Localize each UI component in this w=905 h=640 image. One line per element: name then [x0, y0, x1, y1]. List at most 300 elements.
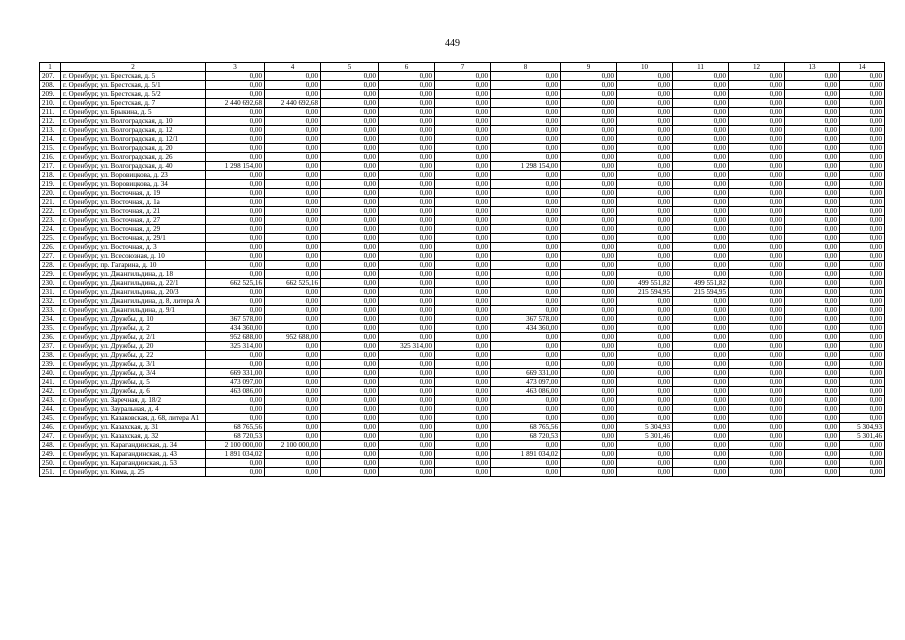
- row-value: 0,00: [617, 369, 673, 378]
- row-address: г. Оренбург, ул. Джангильдина, д. 20/3: [61, 288, 206, 297]
- row-value: 0,00: [379, 414, 435, 423]
- row-value: 0,00: [435, 450, 491, 459]
- row-value: 0,00: [785, 252, 840, 261]
- row-value: 0,00: [379, 288, 435, 297]
- column-header: 4: [265, 63, 321, 72]
- row-value: 0,00: [785, 459, 840, 468]
- row-value: 0,00: [379, 396, 435, 405]
- row-value: 0,00: [265, 369, 321, 378]
- row-value: 0,00: [379, 252, 435, 261]
- row-value: 0,00: [561, 180, 617, 189]
- row-value: 0,00: [729, 72, 785, 81]
- row-value: 0,00: [206, 126, 265, 135]
- row-value: 0,00: [561, 441, 617, 450]
- row-value: 0,00: [840, 378, 885, 387]
- row-value: 0,00: [561, 450, 617, 459]
- row-address: г. Оренбург, ул. Брыкина, д. 5: [61, 108, 206, 117]
- row-address: г. Оренбург, ул. Восточная, д. 1а: [61, 198, 206, 207]
- row-value: 0,00: [265, 189, 321, 198]
- row-value: 0,00: [321, 405, 379, 414]
- row-value: 0,00: [561, 315, 617, 324]
- table-row: [40, 216, 885, 225]
- row-value: 0,00: [785, 378, 840, 387]
- table-row: [40, 378, 885, 387]
- row-value: 0,00: [379, 180, 435, 189]
- row-value: 0,00: [617, 315, 673, 324]
- row-value: 5 304,93: [840, 423, 885, 432]
- table-row: [40, 243, 885, 252]
- row-value: 0,00: [785, 108, 840, 117]
- row-number: 213.: [40, 126, 61, 135]
- row-value: 0,00: [206, 108, 265, 117]
- row-value: 0,00: [673, 234, 729, 243]
- row-value: 0,00: [321, 288, 379, 297]
- row-value: 0,00: [321, 333, 379, 342]
- row-address: г. Оренбург, ул. Казаковская, д. 68, литера А1: [61, 414, 206, 423]
- row-value: 0,00: [840, 234, 885, 243]
- row-value: 0,00: [435, 198, 491, 207]
- row-value: 0,00: [491, 234, 561, 243]
- row-value: 0,00: [673, 99, 729, 108]
- row-value: 0,00: [673, 351, 729, 360]
- row-value: 0,00: [265, 342, 321, 351]
- row-value: 0,00: [617, 216, 673, 225]
- row-value: 0,00: [379, 153, 435, 162]
- row-value: 0,00: [561, 324, 617, 333]
- row-value: 0,00: [491, 279, 561, 288]
- table-row: [40, 306, 885, 315]
- row-value: 0,00: [321, 225, 379, 234]
- row-value: 0,00: [265, 432, 321, 441]
- row-value: 0,00: [491, 297, 561, 306]
- row-value: 0,00: [729, 459, 785, 468]
- row-value: 0,00: [321, 270, 379, 279]
- row-value: 0,00: [435, 414, 491, 423]
- row-value: 0,00: [673, 108, 729, 117]
- row-value: 0,00: [673, 252, 729, 261]
- table-row: [40, 261, 885, 270]
- row-number: 227.: [40, 252, 61, 261]
- row-value: 0,00: [840, 414, 885, 423]
- row-value: 0,00: [321, 369, 379, 378]
- row-value: 0,00: [729, 261, 785, 270]
- row-number: 250.: [40, 459, 61, 468]
- row-value: 0,00: [435, 432, 491, 441]
- row-value: 0,00: [840, 405, 885, 414]
- row-value: 0,00: [840, 279, 885, 288]
- table-row: [40, 360, 885, 369]
- row-value: 0,00: [673, 171, 729, 180]
- row-number: 220.: [40, 189, 61, 198]
- row-value: 0,00: [435, 315, 491, 324]
- row-value: 0,00: [561, 135, 617, 144]
- row-value: 0,00: [491, 171, 561, 180]
- row-value: 0,00: [561, 108, 617, 117]
- row-address: г. Оренбург, ул. Джангильдина, д. 9/1: [61, 306, 206, 315]
- row-value: 0,00: [435, 144, 491, 153]
- row-value: 2 100 000,00: [265, 441, 321, 450]
- row-value: 0,00: [785, 234, 840, 243]
- column-header: 12: [729, 63, 785, 72]
- row-value: 0,00: [435, 189, 491, 198]
- row-value: 0,00: [617, 180, 673, 189]
- row-value: 0,00: [491, 459, 561, 468]
- row-value: 0,00: [561, 198, 617, 207]
- row-value: 0,00: [673, 153, 729, 162]
- row-value: 0,00: [785, 288, 840, 297]
- row-value: 0,00: [561, 144, 617, 153]
- row-address: г. Оренбург, ул. Брестская, д. 5: [61, 72, 206, 81]
- row-address: г. Оренбург, ул. Дружбы, д. 2: [61, 324, 206, 333]
- row-value: 0,00: [379, 261, 435, 270]
- row-value: 0,00: [729, 468, 785, 477]
- row-value: 0,00: [729, 333, 785, 342]
- row-value: 0,00: [785, 405, 840, 414]
- column-header: 11: [673, 63, 729, 72]
- row-value: 0,00: [729, 81, 785, 90]
- row-value: 0,00: [617, 270, 673, 279]
- row-number: 240.: [40, 369, 61, 378]
- row-value: 0,00: [379, 423, 435, 432]
- row-value: 0,00: [729, 342, 785, 351]
- row-number: 235.: [40, 324, 61, 333]
- row-value: 0,00: [265, 243, 321, 252]
- row-value: 0,00: [785, 135, 840, 144]
- row-value: 0,00: [206, 117, 265, 126]
- row-value: 0,00: [321, 387, 379, 396]
- row-value: 0,00: [617, 189, 673, 198]
- row-value: 0,00: [379, 369, 435, 378]
- row-value: 473 097,00: [491, 378, 561, 387]
- row-value: 0,00: [206, 81, 265, 90]
- row-value: 0,00: [206, 396, 265, 405]
- row-number: 229.: [40, 270, 61, 279]
- row-value: 0,00: [435, 234, 491, 243]
- row-value: 0,00: [840, 153, 885, 162]
- row-number: 241.: [40, 378, 61, 387]
- row-value: 0,00: [785, 441, 840, 450]
- row-value: 0,00: [265, 126, 321, 135]
- row-number: 237.: [40, 342, 61, 351]
- row-value: 0,00: [561, 162, 617, 171]
- row-value: 0,00: [729, 414, 785, 423]
- row-value: 0,00: [265, 90, 321, 99]
- row-value: 0,00: [785, 81, 840, 90]
- row-value: 0,00: [379, 126, 435, 135]
- row-value: 0,00: [435, 405, 491, 414]
- row-value: 0,00: [435, 180, 491, 189]
- table-row: [40, 423, 885, 432]
- row-value: 0,00: [785, 90, 840, 99]
- row-value: 0,00: [673, 468, 729, 477]
- row-value: 0,00: [673, 216, 729, 225]
- row-value: 0,00: [265, 423, 321, 432]
- row-value: 0,00: [321, 108, 379, 117]
- row-value: 0,00: [321, 144, 379, 153]
- row-value: 463 086,00: [206, 387, 265, 396]
- row-value: 0,00: [321, 135, 379, 144]
- row-value: 0,00: [561, 126, 617, 135]
- row-value: 68 720,53: [206, 432, 265, 441]
- row-value: 0,00: [379, 450, 435, 459]
- row-value: 0,00: [785, 360, 840, 369]
- row-value: 0,00: [265, 459, 321, 468]
- row-value: 0,00: [435, 99, 491, 108]
- row-value: 0,00: [673, 342, 729, 351]
- table-row: [40, 144, 885, 153]
- row-value: 0,00: [617, 387, 673, 396]
- row-value: 0,00: [435, 153, 491, 162]
- table-row: [40, 369, 885, 378]
- table-row: [40, 225, 885, 234]
- row-value: 0,00: [491, 144, 561, 153]
- row-address: г. Оренбург, ул. Дружбы, д. 2/1: [61, 333, 206, 342]
- row-value: 0,00: [785, 198, 840, 207]
- row-value: 1 891 034,02: [206, 450, 265, 459]
- row-value: 5 301,46: [617, 432, 673, 441]
- row-number: 246.: [40, 423, 61, 432]
- row-value: 0,00: [617, 360, 673, 369]
- row-value: 0,00: [617, 333, 673, 342]
- row-value: 0,00: [265, 207, 321, 216]
- row-value: 0,00: [491, 396, 561, 405]
- table-row: [40, 459, 885, 468]
- row-value: 0,00: [491, 252, 561, 261]
- row-address: г. Оренбург, ул. Дружбы, д. 10: [61, 315, 206, 324]
- row-address: г. Оренбург, ул. Волгоградская, д. 26: [61, 153, 206, 162]
- row-value: 0,00: [491, 189, 561, 198]
- row-value: 0,00: [673, 396, 729, 405]
- table-row: [40, 90, 885, 99]
- row-value: 499 551,82: [673, 279, 729, 288]
- table-header: [40, 63, 885, 72]
- row-value: 0,00: [265, 153, 321, 162]
- row-address: г. Оренбург, ул. Волгоградская, д. 20: [61, 144, 206, 153]
- row-value: 0,00: [785, 162, 840, 171]
- row-value: 0,00: [729, 207, 785, 216]
- row-address: г. Оренбург, ул. Волгоградская, д. 40: [61, 162, 206, 171]
- row-value: 0,00: [206, 360, 265, 369]
- row-value: 0,00: [321, 432, 379, 441]
- row-value: 0,00: [617, 342, 673, 351]
- row-value: 0,00: [840, 99, 885, 108]
- column-header: 3: [206, 63, 265, 72]
- row-value: 0,00: [673, 135, 729, 144]
- row-value: 0,00: [840, 333, 885, 342]
- row-value: 0,00: [561, 234, 617, 243]
- row-value: 0,00: [265, 288, 321, 297]
- row-value: 0,00: [617, 135, 673, 144]
- row-number: 248.: [40, 441, 61, 450]
- row-value: 0,00: [785, 99, 840, 108]
- row-value: 434 360,00: [491, 324, 561, 333]
- row-address: г. Оренбург, ул. Джангильдина, д. 22/1: [61, 279, 206, 288]
- column-header: 5: [321, 63, 379, 72]
- row-value: 0,00: [729, 252, 785, 261]
- row-value: 0,00: [785, 297, 840, 306]
- row-value: 0,00: [617, 378, 673, 387]
- row-value: 0,00: [785, 171, 840, 180]
- row-value: 0,00: [673, 333, 729, 342]
- table-row: [40, 333, 885, 342]
- row-value: 68 765,56: [206, 423, 265, 432]
- row-value: 0,00: [673, 432, 729, 441]
- row-value: 0,00: [321, 81, 379, 90]
- row-value: 0,00: [206, 306, 265, 315]
- row-value: 0,00: [321, 243, 379, 252]
- table-row: [40, 342, 885, 351]
- row-value: 0,00: [265, 261, 321, 270]
- row-value: 0,00: [840, 450, 885, 459]
- row-value: 0,00: [561, 342, 617, 351]
- row-value: 0,00: [561, 207, 617, 216]
- row-value: 0,00: [785, 306, 840, 315]
- row-value: 0,00: [729, 423, 785, 432]
- row-value: 0,00: [840, 387, 885, 396]
- row-value: 0,00: [785, 414, 840, 423]
- row-value: 0,00: [321, 279, 379, 288]
- row-value: 0,00: [435, 351, 491, 360]
- row-value: 0,00: [206, 405, 265, 414]
- row-value: 0,00: [561, 270, 617, 279]
- row-value: 0,00: [321, 153, 379, 162]
- row-value: 0,00: [617, 198, 673, 207]
- row-value: 0,00: [729, 369, 785, 378]
- row-value: 68 720,53: [491, 432, 561, 441]
- row-address: г. Оренбург, ул. Кима, д. 25: [61, 468, 206, 477]
- table-row: [40, 450, 885, 459]
- row-value: 952 688,00: [206, 333, 265, 342]
- row-value: 0,00: [379, 81, 435, 90]
- row-value: 0,00: [491, 342, 561, 351]
- row-value: 0,00: [435, 216, 491, 225]
- row-value: 0,00: [206, 207, 265, 216]
- row-value: 0,00: [729, 306, 785, 315]
- row-address: г. Оренбург, ул. Волгоградская, д. 12: [61, 126, 206, 135]
- row-value: 0,00: [785, 342, 840, 351]
- row-value: 0,00: [491, 288, 561, 297]
- row-value: 0,00: [729, 270, 785, 279]
- row-value: 669 331,00: [206, 369, 265, 378]
- table-body: [40, 72, 885, 477]
- row-value: 0,00: [265, 198, 321, 207]
- row-value: 0,00: [561, 459, 617, 468]
- row-number: 216.: [40, 153, 61, 162]
- row-value: 0,00: [321, 468, 379, 477]
- row-value: 0,00: [265, 81, 321, 90]
- row-value: 0,00: [561, 279, 617, 288]
- row-value: 0,00: [206, 171, 265, 180]
- row-value: 0,00: [491, 72, 561, 81]
- column-header: 14: [840, 63, 885, 72]
- row-value: 325 314,00: [379, 342, 435, 351]
- row-value: 0,00: [491, 99, 561, 108]
- row-value: 0,00: [617, 108, 673, 117]
- row-value: 1 891 034,02: [491, 450, 561, 459]
- row-number: 212.: [40, 117, 61, 126]
- table-row: [40, 198, 885, 207]
- row-value: 0,00: [491, 306, 561, 315]
- row-value: 0,00: [265, 414, 321, 423]
- row-address: г. Оренбург, ул. Всесоюзная, д. 10: [61, 252, 206, 261]
- row-value: 0,00: [265, 162, 321, 171]
- row-value: 0,00: [729, 90, 785, 99]
- row-value: 0,00: [673, 369, 729, 378]
- row-value: 1 298 154,00: [206, 162, 265, 171]
- row-value: 0,00: [491, 261, 561, 270]
- row-value: 0,00: [617, 243, 673, 252]
- row-value: 0,00: [379, 207, 435, 216]
- row-value: 0,00: [379, 324, 435, 333]
- row-value: 0,00: [321, 180, 379, 189]
- row-value: 669 331,00: [491, 369, 561, 378]
- row-value: 0,00: [673, 243, 729, 252]
- row-value: 0,00: [379, 162, 435, 171]
- row-value: 0,00: [491, 468, 561, 477]
- table-row: [40, 387, 885, 396]
- row-value: 0,00: [729, 396, 785, 405]
- row-value: 0,00: [561, 306, 617, 315]
- row-value: 0,00: [840, 270, 885, 279]
- row-value: 0,00: [265, 351, 321, 360]
- row-value: 0,00: [617, 99, 673, 108]
- row-value: 0,00: [673, 270, 729, 279]
- row-number: 208.: [40, 81, 61, 90]
- row-value: 0,00: [729, 279, 785, 288]
- row-value: 0,00: [729, 198, 785, 207]
- row-address: г. Оренбург, ул. Карагандинская, д. 34: [61, 441, 206, 450]
- row-value: 0,00: [491, 153, 561, 162]
- table-row: [40, 351, 885, 360]
- row-value: 0,00: [840, 288, 885, 297]
- row-value: 662 525,16: [265, 279, 321, 288]
- row-value: 0,00: [729, 360, 785, 369]
- row-value: 0,00: [840, 216, 885, 225]
- table-row: [40, 270, 885, 279]
- row-value: 0,00: [673, 405, 729, 414]
- row-number: 224.: [40, 225, 61, 234]
- table-row: [40, 99, 885, 108]
- row-number: 230.: [40, 279, 61, 288]
- row-value: 0,00: [491, 198, 561, 207]
- row-value: 0,00: [379, 441, 435, 450]
- row-value: 0,00: [435, 459, 491, 468]
- row-value: 0,00: [617, 117, 673, 126]
- row-value: 0,00: [206, 90, 265, 99]
- row-number: 225.: [40, 234, 61, 243]
- row-value: 0,00: [840, 108, 885, 117]
- row-value: 5 301,46: [840, 432, 885, 441]
- row-value: 0,00: [729, 441, 785, 450]
- column-header: 8: [491, 63, 561, 72]
- row-value: 0,00: [435, 207, 491, 216]
- row-address: г. Оренбург, ул. Восточная, д. 27: [61, 216, 206, 225]
- row-value: 0,00: [435, 270, 491, 279]
- row-value: 0,00: [206, 216, 265, 225]
- row-value: 0,00: [561, 468, 617, 477]
- table-row: [40, 153, 885, 162]
- row-value: 0,00: [840, 351, 885, 360]
- row-value: 0,00: [561, 90, 617, 99]
- row-value: 0,00: [491, 351, 561, 360]
- row-value: 0,00: [379, 270, 435, 279]
- row-value: 0,00: [435, 90, 491, 99]
- row-value: 0,00: [379, 171, 435, 180]
- row-value: 0,00: [561, 414, 617, 423]
- row-value: 0,00: [321, 297, 379, 306]
- row-value: 0,00: [435, 243, 491, 252]
- row-value: 0,00: [206, 135, 265, 144]
